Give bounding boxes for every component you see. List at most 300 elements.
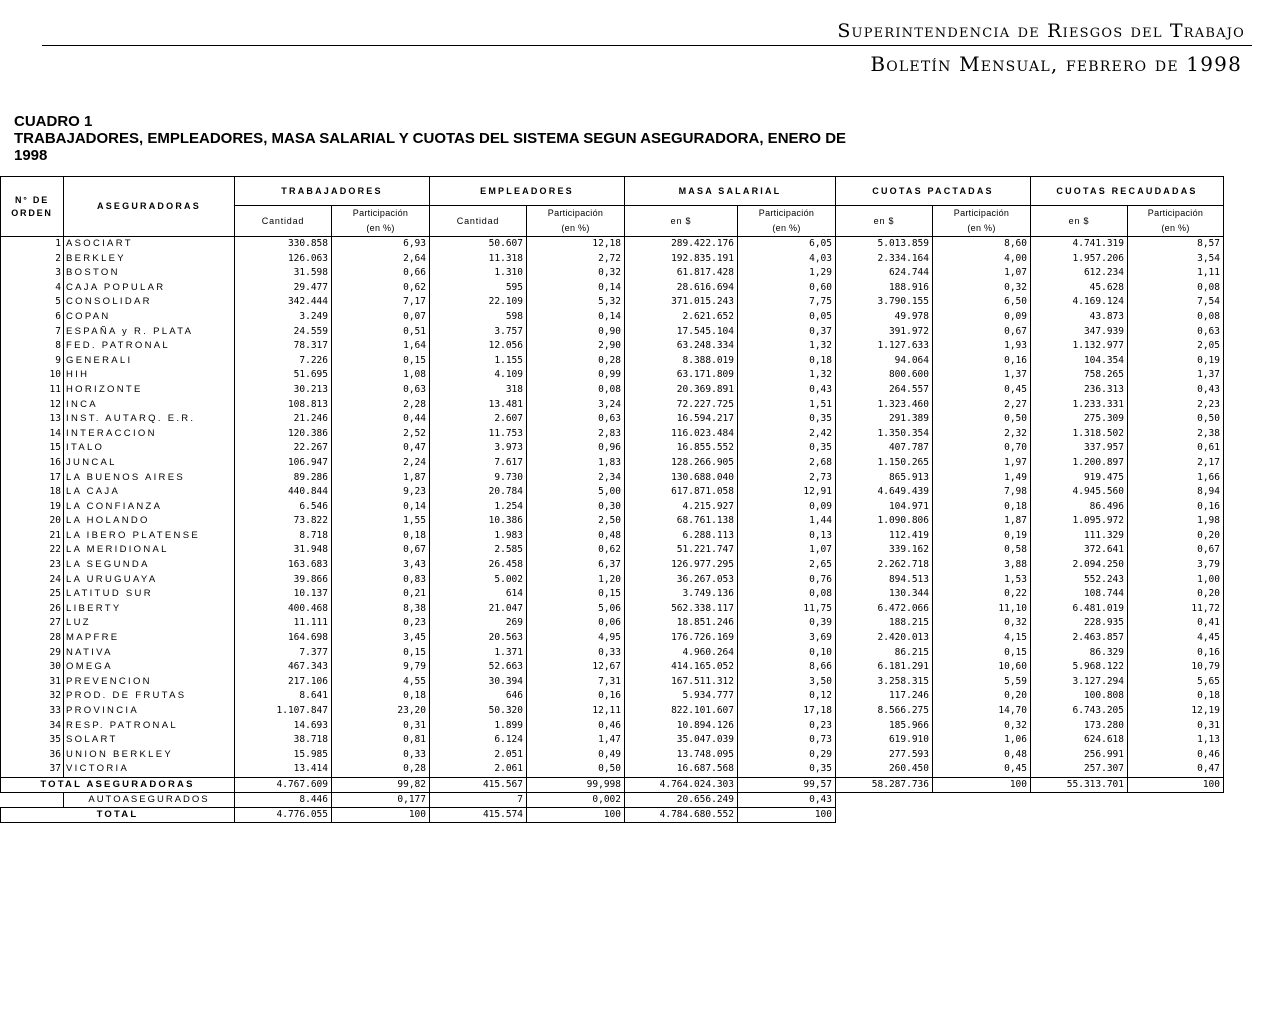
cell: 51.221.747 — [625, 543, 738, 558]
table-title — [14, 113, 1064, 164]
table-row — [1, 427, 1224, 442]
cell: 6,93 — [332, 237, 430, 252]
cell: 1,55 — [332, 514, 430, 529]
cell: 1.233.331 — [1031, 398, 1128, 413]
cell: 2,72 — [527, 252, 625, 267]
cell: 275.309 — [1031, 412, 1128, 427]
order-number: 11 — [1, 383, 64, 398]
order-number: 28 — [1, 631, 64, 646]
cell: 9,79 — [332, 660, 430, 675]
cell: 257.307 — [1031, 762, 1128, 777]
cell: 3.973 — [430, 441, 527, 456]
cell: 163.683 — [235, 558, 332, 573]
cell: 30.213 — [235, 383, 332, 398]
insurer-name: BOSTON — [64, 266, 235, 281]
cell: 372.641 — [1031, 543, 1128, 558]
cell: 28.616.694 — [625, 281, 738, 296]
cell: 1,37 — [1128, 368, 1224, 383]
cell: 919.475 — [1031, 471, 1128, 486]
cell: 347.939 — [1031, 325, 1128, 340]
cell: 15.985 — [235, 748, 332, 763]
table-row — [1, 281, 1224, 296]
group-header-masa-salarial: MASA SALARIAL — [625, 177, 836, 206]
cell: 10,79 — [1128, 660, 1224, 675]
table-row — [1, 689, 1224, 704]
cell: 0,70 — [933, 441, 1031, 456]
cell: 13.414 — [235, 762, 332, 777]
cell: 1.095.972 — [1031, 514, 1128, 529]
organization-header: Superintendencia de Riesgos del Trabajo — [837, 20, 1245, 42]
cell: 45.628 — [1031, 281, 1128, 296]
insurer-name: LA BUENOS AIRES — [64, 471, 235, 486]
cell: 0,18 — [332, 529, 430, 544]
cell: 0,20 — [1128, 529, 1224, 544]
cell: 108.744 — [1031, 587, 1128, 602]
cell: 2.094.250 — [1031, 558, 1128, 573]
cell: 100 — [332, 807, 430, 822]
autoasegurados-row — [1, 792, 1224, 807]
cell: 6.181.291 — [836, 660, 933, 675]
cell: 552.243 — [1031, 573, 1128, 588]
cell: 339.162 — [836, 543, 933, 558]
cell: 99,82 — [332, 777, 430, 792]
cell: 2,65 — [738, 558, 836, 573]
cell: 2,34 — [527, 471, 625, 486]
cell: 18.851.246 — [625, 616, 738, 631]
cell: 12,91 — [738, 485, 836, 500]
cell: 0,05 — [738, 310, 836, 325]
cell: 21.246 — [235, 412, 332, 427]
cell: 1,00 — [1128, 573, 1224, 588]
cell: 1,37 — [933, 368, 1031, 383]
cell: 289.422.176 — [625, 237, 738, 252]
cell: 0,33 — [527, 646, 625, 661]
cell: 100 — [933, 777, 1031, 792]
cell: 1.318.502 — [1031, 427, 1128, 442]
insurer-name: LATITUD SUR — [64, 587, 235, 602]
title-line-2: TRABAJADORES, EMPLEADORES, MASA SALARIAL Y CUOTAS DEL SISTEMA SEGUN ASEGURADORA, ENERO DE — [14, 130, 847, 147]
cell: 6.288.113 — [625, 529, 738, 544]
cell: 10.137 — [235, 587, 332, 602]
cell: 0,20 — [933, 689, 1031, 704]
insurer-name: SOLART — [64, 733, 235, 748]
cell: 0,22 — [933, 587, 1031, 602]
cell: 0,08 — [1128, 310, 1224, 325]
cell: 0,16 — [1128, 646, 1224, 661]
cell: 0,44 — [332, 412, 430, 427]
cell: 164.698 — [235, 631, 332, 646]
table-row — [1, 675, 1224, 690]
cell: 415.567 — [430, 777, 527, 792]
cell: 0,81 — [332, 733, 430, 748]
cell: 0,15 — [332, 646, 430, 661]
cell: 126.063 — [235, 252, 332, 267]
cell: 0,61 — [1128, 441, 1224, 456]
order-number: 36 — [1, 748, 64, 763]
cell: 0,08 — [527, 383, 625, 398]
cell: 619.910 — [836, 733, 933, 748]
orden-header: N° DE ORDEN — [1, 177, 64, 237]
cell: 467.343 — [235, 660, 332, 675]
cell: 0,31 — [1128, 719, 1224, 734]
cell: 646 — [430, 689, 527, 704]
cell: 1,51 — [738, 398, 836, 413]
cell: 1,29 — [738, 266, 836, 281]
insurer-name: LA HOLANDO — [64, 514, 235, 529]
participacion-header: Participación (en %) — [738, 206, 836, 237]
table-row — [1, 514, 1224, 529]
cell: 0,177 — [332, 792, 430, 807]
cell: 4,03 — [738, 252, 836, 267]
aseguradoras-header: ASEGURADORAS — [64, 177, 235, 237]
cell: 0,14 — [332, 500, 430, 515]
table-row — [1, 719, 1224, 734]
cell: 4.169.124 — [1031, 295, 1128, 310]
cell: 1,93 — [933, 339, 1031, 354]
cell: 2.061 — [430, 762, 527, 777]
cell: 330.858 — [235, 237, 332, 252]
cell: 86.329 — [1031, 646, 1128, 661]
insurer-name: LUZ — [64, 616, 235, 631]
cell: 5,06 — [527, 602, 625, 617]
cell: 104.971 — [836, 500, 933, 515]
order-number: 5 — [1, 295, 64, 310]
cell: 1,13 — [1128, 733, 1224, 748]
order-number: 31 — [1, 675, 64, 690]
cell: 1.107.847 — [235, 704, 332, 719]
cell: 0,48 — [527, 529, 625, 544]
insurer-name: LA CAJA — [64, 485, 235, 500]
cell: 12,19 — [1128, 704, 1224, 719]
table-row — [1, 412, 1224, 427]
cell: 20.784 — [430, 485, 527, 500]
cell: 624.744 — [836, 266, 933, 281]
cell: 2,38 — [1128, 427, 1224, 442]
cell: 9.730 — [430, 471, 527, 486]
total-aseguradoras-row — [1, 777, 1224, 792]
cell: 1.155 — [430, 354, 527, 369]
spacer — [836, 807, 1224, 822]
cell: 35.047.039 — [625, 733, 738, 748]
insurer-name: LA IBERO PLATENSE — [64, 529, 235, 544]
cell: 39.866 — [235, 573, 332, 588]
cell: 0,10 — [738, 646, 836, 661]
cell: 3.258.315 — [836, 675, 933, 690]
cell: 0,07 — [332, 310, 430, 325]
cell: 0,50 — [527, 762, 625, 777]
cell: 5,00 — [527, 485, 625, 500]
data-table — [0, 176, 1224, 823]
table-body — [1, 237, 1224, 778]
cell: 6,05 — [738, 237, 836, 252]
cell: 0,46 — [1128, 748, 1224, 763]
cell: 126.977.295 — [625, 558, 738, 573]
cell: 63.248.334 — [625, 339, 738, 354]
order-number: 35 — [1, 733, 64, 748]
cell: 5.968.122 — [1031, 660, 1128, 675]
cell: 0,32 — [933, 281, 1031, 296]
cell: 11,75 — [738, 602, 836, 617]
cell: 0,67 — [332, 543, 430, 558]
insurer-name: ITALO — [64, 441, 235, 456]
cell: 188.916 — [836, 281, 933, 296]
insurer-name: HORIZONTE — [64, 383, 235, 398]
cell: 2,32 — [933, 427, 1031, 442]
cell: 68.761.138 — [625, 514, 738, 529]
cell: 391.972 — [836, 325, 933, 340]
cell: 8,66 — [738, 660, 836, 675]
cell: 5,32 — [527, 295, 625, 310]
cell: 0,16 — [527, 689, 625, 704]
cell: 1.132.977 — [1031, 339, 1128, 354]
cell: 217.106 — [235, 675, 332, 690]
cell: 94.064 — [836, 354, 933, 369]
cell: 0,14 — [527, 310, 625, 325]
cell: 0,66 — [332, 266, 430, 281]
cell: 100.808 — [1031, 689, 1128, 704]
cell: 10.894.126 — [625, 719, 738, 734]
order-number: 2 — [1, 252, 64, 267]
cell: 188.215 — [836, 616, 933, 631]
cell: 11,10 — [933, 602, 1031, 617]
cell: 4,00 — [933, 252, 1031, 267]
cell: 49.978 — [836, 310, 933, 325]
insurer-name: RESP. PATRONAL — [64, 719, 235, 734]
cell: 4.784.680.552 — [625, 807, 738, 822]
cell: 78.317 — [235, 339, 332, 354]
cell: 4,55 — [332, 675, 430, 690]
cell: 7,31 — [527, 675, 625, 690]
cell: 1,08 — [332, 368, 430, 383]
table-row — [1, 543, 1224, 558]
cell: 595 — [430, 281, 527, 296]
participacion-header: Participación (en %) — [527, 206, 625, 237]
cell: 1,49 — [933, 471, 1031, 486]
order-number: 7 — [1, 325, 64, 340]
cell: 1.127.633 — [836, 339, 933, 354]
cell: 256.991 — [1031, 748, 1128, 763]
cell: 0,45 — [933, 762, 1031, 777]
cell: 0,50 — [1128, 412, 1224, 427]
insurer-name: PROD. DE FRUTAS — [64, 689, 235, 704]
title-line-1: CUADRO 1 — [14, 113, 93, 130]
cell: 0,41 — [1128, 616, 1224, 631]
cell: 7.226 — [235, 354, 332, 369]
cell: 0,28 — [527, 354, 625, 369]
table-row — [1, 762, 1224, 777]
order-number: 17 — [1, 471, 64, 486]
cell: 0,35 — [738, 441, 836, 456]
cell: 7.617 — [430, 456, 527, 471]
cell: 108.813 — [235, 398, 332, 413]
cell: 4.776.055 — [235, 807, 332, 822]
group-header-trabajadores: TRABAJADORES — [235, 177, 430, 206]
cell: 11.318 — [430, 252, 527, 267]
cell: 4,15 — [933, 631, 1031, 646]
order-number: 37 — [1, 762, 64, 777]
cell: 4,95 — [527, 631, 625, 646]
group-header-cuotas-pactadas: CUOTAS PACTADAS — [836, 177, 1031, 206]
insurer-name: GENERALI — [64, 354, 235, 369]
cell: 111.329 — [1031, 529, 1128, 544]
order-number: 20 — [1, 514, 64, 529]
insurer-name: ESPAÑA y R. PLATA — [64, 325, 235, 340]
cell: 2,23 — [1128, 398, 1224, 413]
cell: 0,67 — [933, 325, 1031, 340]
cell: 6.481.019 — [1031, 602, 1128, 617]
total-label: TOTAL — [1, 807, 235, 822]
cell: 2.585 — [430, 543, 527, 558]
insurer-name: ASOCIART — [64, 237, 235, 252]
cell: 2,73 — [738, 471, 836, 486]
cell: 2.420.013 — [836, 631, 933, 646]
cell: 0,09 — [738, 500, 836, 515]
cell: 1,83 — [527, 456, 625, 471]
cell: 2.262.718 — [836, 558, 933, 573]
cell: 26.458 — [430, 558, 527, 573]
table-row — [1, 733, 1224, 748]
cell: 6.743.205 — [1031, 704, 1128, 719]
en-pesos-header: en $ — [836, 206, 933, 237]
order-number: 22 — [1, 543, 64, 558]
order-number: 19 — [1, 500, 64, 515]
order-number: 23 — [1, 558, 64, 573]
cell: 128.266.905 — [625, 456, 738, 471]
cell: 894.513 — [836, 573, 933, 588]
table-row — [1, 646, 1224, 661]
cell: 0,96 — [527, 441, 625, 456]
cell: 167.511.312 — [625, 675, 738, 690]
cell: 11.111 — [235, 616, 332, 631]
insurer-name: PROVINCIA — [64, 704, 235, 719]
table-row — [1, 237, 1224, 252]
title-line-3: 1998 — [14, 147, 48, 164]
cell: 5,59 — [933, 675, 1031, 690]
order-number: 3 — [1, 266, 64, 281]
cell: 3.790.155 — [836, 295, 933, 310]
cell: 0,23 — [332, 616, 430, 631]
table-row — [1, 704, 1224, 719]
table-row — [1, 558, 1224, 573]
insurer-name: OMEGA — [64, 660, 235, 675]
cell: 0,60 — [738, 281, 836, 296]
en-pesos-header: en $ — [1031, 206, 1128, 237]
cell: 1.371 — [430, 646, 527, 661]
cell: 8,94 — [1128, 485, 1224, 500]
cell: 106.947 — [235, 456, 332, 471]
cell: 63.171.809 — [625, 368, 738, 383]
cell: 0,23 — [738, 719, 836, 734]
cell: 0,12 — [738, 689, 836, 704]
table-row — [1, 383, 1224, 398]
cell: 0,16 — [1128, 500, 1224, 515]
cell: 9,23 — [332, 485, 430, 500]
insurer-name: UNION BERKLEY — [64, 748, 235, 763]
table-row — [1, 441, 1224, 456]
order-number: 26 — [1, 602, 64, 617]
cell: 176.726.169 — [625, 631, 738, 646]
cell: 2,68 — [738, 456, 836, 471]
cell: 2,83 — [527, 427, 625, 442]
cell: 8.641 — [235, 689, 332, 704]
insurer-name: NATIVA — [64, 646, 235, 661]
cell: 100 — [1128, 777, 1224, 792]
cell: 4.945.560 — [1031, 485, 1128, 500]
cell: 1.090.806 — [836, 514, 933, 529]
cell: 0,43 — [738, 383, 836, 398]
cell: 22.267 — [235, 441, 332, 456]
cell: 0,002 — [527, 792, 625, 807]
cell: 0,28 — [332, 762, 430, 777]
cell: 1,87 — [332, 471, 430, 486]
cell: 0,39 — [738, 616, 836, 631]
cell: 0,73 — [738, 733, 836, 748]
cell: 130.688.040 — [625, 471, 738, 486]
cell: 0,90 — [527, 325, 625, 340]
insurer-name: CONSOLIDAR — [64, 295, 235, 310]
order-number: 14 — [1, 427, 64, 442]
cell: 342.444 — [235, 295, 332, 310]
order-number: 15 — [1, 441, 64, 456]
cell: 2,52 — [332, 427, 430, 442]
cell: 1.254 — [430, 500, 527, 515]
cell: 3.249 — [235, 310, 332, 325]
order-number: 25 — [1, 587, 64, 602]
order-number: 13 — [1, 412, 64, 427]
cell: 0,62 — [527, 543, 625, 558]
table-row — [1, 616, 1224, 631]
cell: 89.286 — [235, 471, 332, 486]
cell: 17,18 — [738, 704, 836, 719]
cell: 337.957 — [1031, 441, 1128, 456]
insurer-name: LA MERIDIONAL — [64, 543, 235, 558]
participacion-header: Participación (en %) — [933, 206, 1031, 237]
table-row — [1, 573, 1224, 588]
spacer — [1, 792, 64, 807]
order-number: 27 — [1, 616, 64, 631]
cell: 2.463.857 — [1031, 631, 1128, 646]
insurer-name: COPAN — [64, 310, 235, 325]
cell: 0,45 — [933, 383, 1031, 398]
cell: 624.618 — [1031, 733, 1128, 748]
cell: 2,27 — [933, 398, 1031, 413]
cell: 192.835.191 — [625, 252, 738, 267]
cell: 1,44 — [738, 514, 836, 529]
table-row — [1, 485, 1224, 500]
header-divider — [42, 45, 1252, 46]
group-header-cuotas-recaudadas: CUOTAS RECAUDADAS — [1031, 177, 1224, 206]
cell: 30.394 — [430, 675, 527, 690]
cell: 0,09 — [933, 310, 1031, 325]
cell: 3,43 — [332, 558, 430, 573]
cell: 0,47 — [1128, 762, 1224, 777]
cell: 86.496 — [1031, 500, 1128, 515]
cell: 5.013.859 — [836, 237, 933, 252]
cell: 22.109 — [430, 295, 527, 310]
cell: 20.369.891 — [625, 383, 738, 398]
cell: 3,45 — [332, 631, 430, 646]
cell: 3,24 — [527, 398, 625, 413]
cell: 16.687.568 — [625, 762, 738, 777]
cell: 0,32 — [527, 266, 625, 281]
cell: 112.419 — [836, 529, 933, 544]
cell: 50.320 — [430, 704, 527, 719]
cell: 5.002 — [430, 573, 527, 588]
cell: 8.718 — [235, 529, 332, 544]
cell: 3.749.136 — [625, 587, 738, 602]
cell: 61.817.428 — [625, 266, 738, 281]
insurer-name: LA URUGUAYA — [64, 573, 235, 588]
